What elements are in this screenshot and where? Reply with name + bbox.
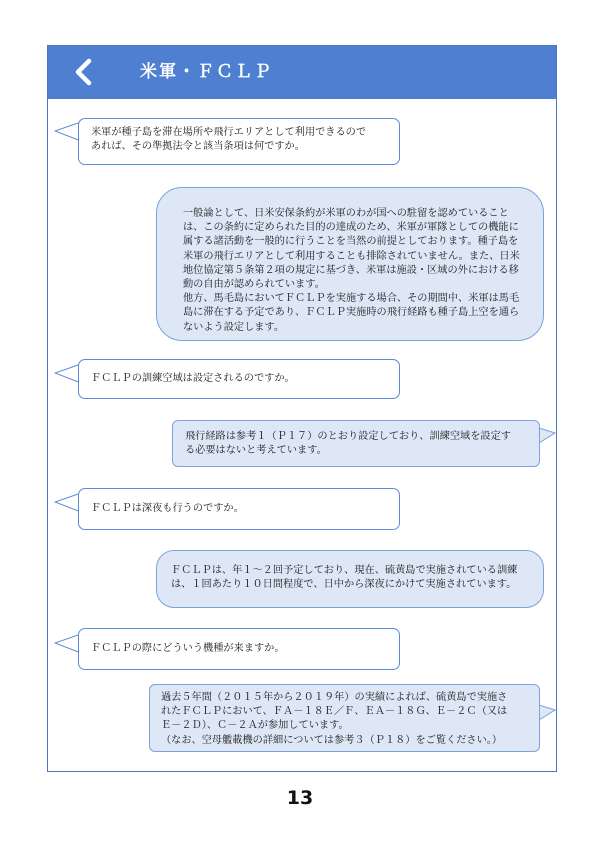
chevron-left-icon	[70, 57, 100, 87]
answer-bubble: 過去５年間（２０１５年から２０１９年）の実績によれば、硫黄島で実施さ れたＦＣＬＰにおいて、ＦＡ－１８Ｅ／Ｆ、ＥＡ－１８Ｇ、Ｅ－２Ｃ（又は Ｅ－２Ｄ）、Ｃ－２Ａが参加しています。 （なお、空母艦載機の詳細については参考３（Ｐ１８）をご覧ください。）	[149, 684, 540, 752]
answer-bubble: ＦＣＬＰは、年１～２回予定しており、現在、硫黄島で実施されている訓練 は、１回あたり１０日間程度で、日中から深夜にかけて実施されています。	[156, 550, 544, 608]
answer-bubble: 一般論として、日米安保条約が米軍のわが国への駐留を認めていること は、この条約に定められた目的の達成のため、米軍が軍隊としての機能に 属する諸活動を一般的に行うことを当然の前提としております。種子島を 米軍の飛行エリアとして利用することも排除されていません。また、日米 地位協定第５条第２項の規定に基づき、米軍は施設・区域の外における移 動の自由が認められています。 他方、馬毛島においてＦＣＬＰを実施する場合、その期間中、米軍は馬毛 島に滞在する予定であり、ＦＣＬＰ実施時の飛行経路も種子島上空を通ら ないよう設定します。	[156, 187, 544, 341]
question-bubble: ＦＣＬＰは深夜も行うのですか。	[78, 488, 400, 530]
question-bubble: ＦＣＬＰの訓練空域は設定されるのですか。	[78, 359, 400, 399]
answer-bubble: 飛行経路は参考１（Ｐ１７）のとおり設定しており、訓練空域を設定す る必要はないと考えています。	[172, 420, 540, 467]
page-number: 13	[286, 787, 314, 809]
back-button[interactable]	[70, 57, 100, 87]
bubble-tail	[538, 704, 556, 722]
header-bar	[48, 46, 556, 99]
bubble-tail	[538, 427, 556, 445]
question-bubble: 米軍が種子島を滞在場所や飛行エリアとして利用できるので あれば、その準拠法令と該当条項は何ですか。	[78, 118, 400, 165]
question-bubble: ＦＣＬＰの際にどういう機種が来ますか。	[78, 628, 400, 670]
page-title: 米軍・ＦＣＬＰ	[140, 62, 273, 82]
